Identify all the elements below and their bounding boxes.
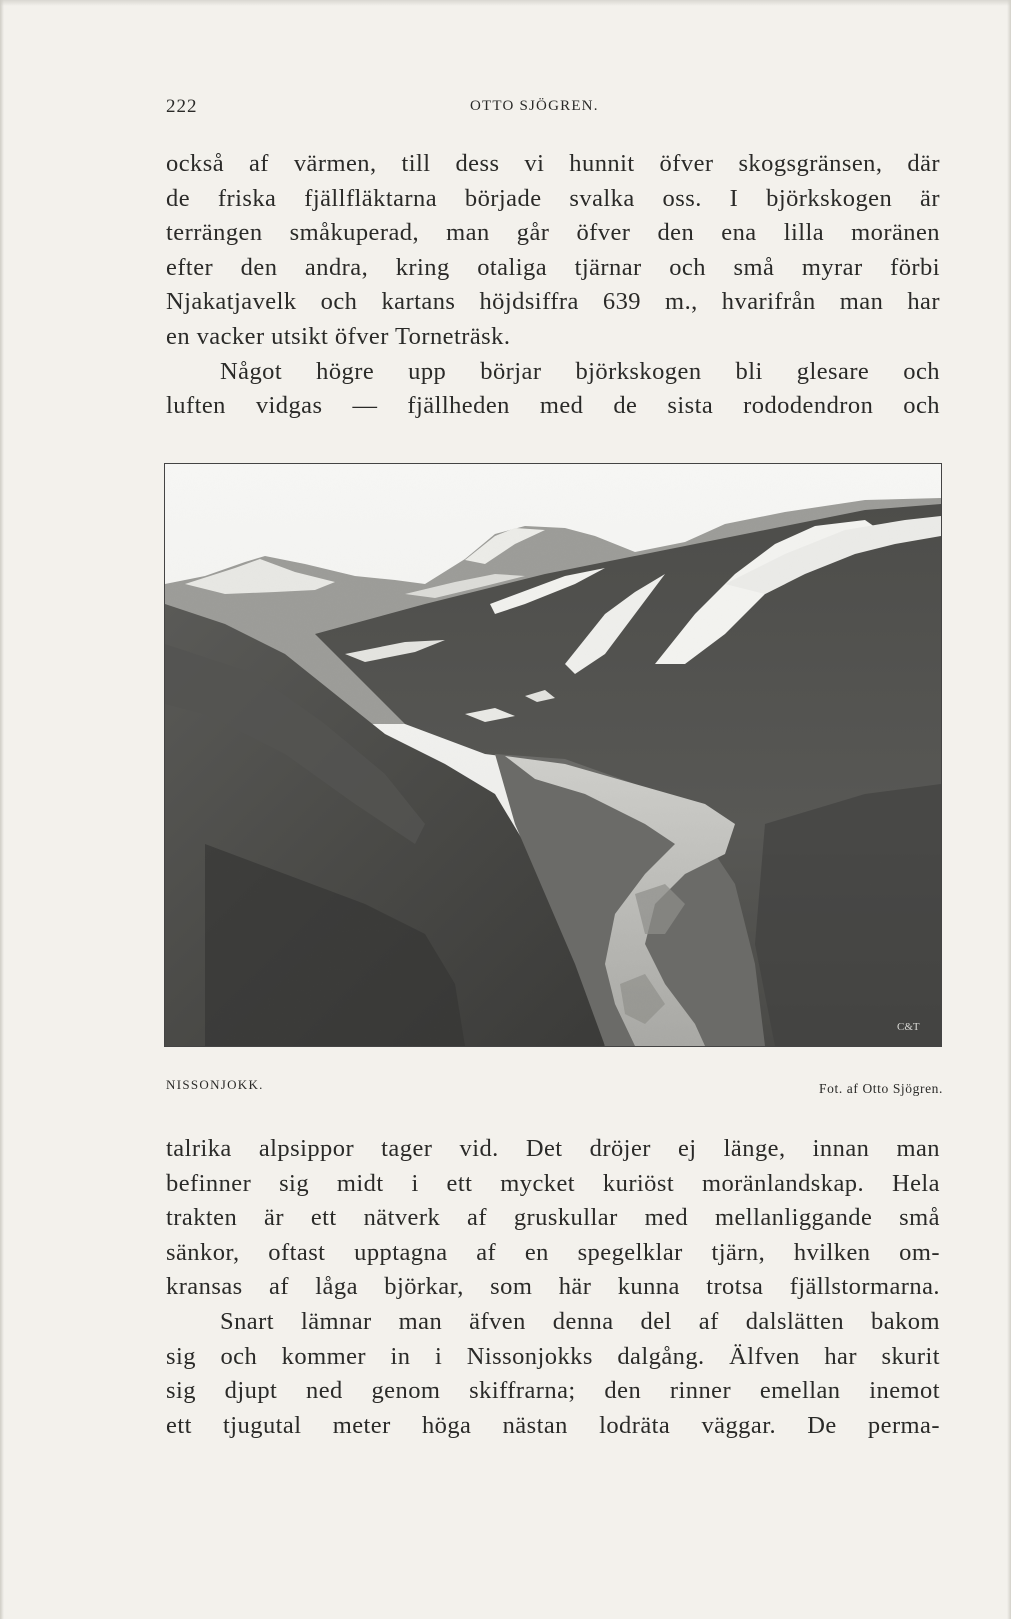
- valley-photograph: [164, 463, 942, 1047]
- photo-credit: Fot. af Otto Sjögren.: [819, 1081, 943, 1096]
- text-line: luften vidgas — fjällheden med de sista rododendron och: [166, 392, 940, 420]
- text-line: de friska fjällfläktarna började svalka oss. I björkskogen är: [166, 184, 940, 212]
- page-edge-left: [0, 0, 4, 1619]
- body-text-bottom: [166, 1132, 940, 1443]
- engraver-mark: C&T: [897, 1021, 920, 1033]
- text-line: kransas af låga björkar, som här kunna trotsa fjällstormarna.: [166, 1273, 940, 1301]
- text-line: befinner sig midt i ett mycket kuriöst moränlandskap. Hela: [166, 1169, 940, 1197]
- page-edge-right: [1007, 0, 1011, 1619]
- text-line: terrängen småkuperad, man går öfver den ena lilla moränen: [166, 219, 940, 247]
- valley-photograph-image: [165, 464, 941, 1046]
- body-text-top: [166, 147, 940, 424]
- text-line: efter den andra, kring otaliga tjärnar och små myrar förbi: [166, 253, 940, 281]
- text-line: en vacker utsikt öfver Torneträsk.: [166, 322, 511, 350]
- text-line: trakten är ett nätverk af gruskullar med mellanliggande små: [166, 1204, 940, 1232]
- page-number: 222: [166, 96, 198, 117]
- text-line: Något högre upp börjar björkskogen bli glesare och: [220, 357, 940, 385]
- figure-caption: NISSONJOKK.: [166, 1077, 264, 1092]
- running-head: [166, 96, 842, 120]
- running-title: OTTO SJÖGREN.: [470, 98, 599, 114]
- text-line: Njakatjavelk och kartans höjdsiffra 639 m., hvarifrån man har: [166, 288, 940, 316]
- text-line: Snart lämnar man äfven denna del af dalslätten bakom: [220, 1307, 940, 1335]
- text-line: också af värmen, till dess vi hunnit öfver skogsgränsen, där: [166, 150, 940, 177]
- text-line: ett tjugutal meter höga nästan lodräta väggar. De perma-: [166, 1411, 940, 1439]
- text-line: talrika alpsippor tager vid. Det dröjer ej länge, innan man: [166, 1135, 940, 1162]
- text-line: sig djupt ned genom skiffrarna; den rinner emellan inemot: [166, 1377, 940, 1405]
- text-line: sig och kommer in i Nissonjokks dalgång. Älfven har skurit: [166, 1342, 940, 1370]
- photo-grain: [165, 464, 941, 1046]
- page-edge-top: [0, 0, 1011, 6]
- text-line: sänkor, oftast upptagna af en spegelklar tjärn, hvilken om-: [166, 1238, 940, 1266]
